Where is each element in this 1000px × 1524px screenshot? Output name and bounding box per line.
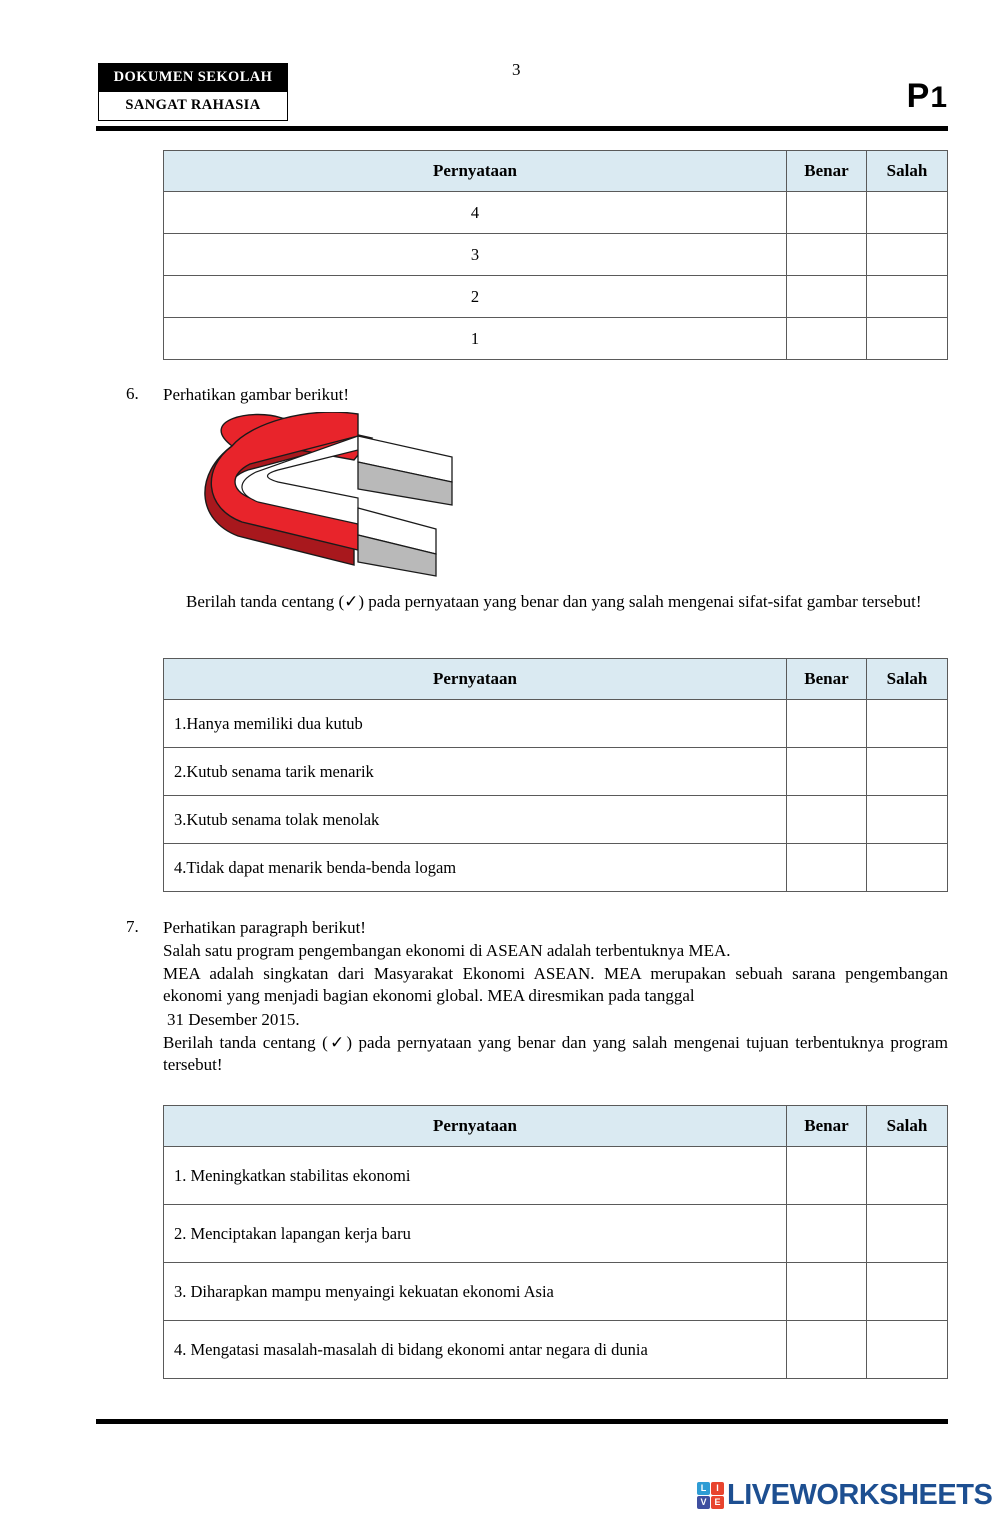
table-row	[164, 1147, 948, 1205]
confidential-stamp-line-2: SANGAT RAHASIA	[99, 92, 287, 120]
footer-divider	[96, 1419, 948, 1424]
statement-cell: 3.Kutub senama tolak menolak	[164, 796, 787, 844]
table-row	[164, 1263, 948, 1321]
statement-cell: 1. Meningkatkan stabilitas ekonomi	[164, 1147, 787, 1205]
question-7-paragraph-1: Salah satu program pengembangan ekonomi di ASEAN adalah terbentuknya MEA.	[163, 941, 731, 960]
column-header-statement: Pernyataan	[164, 151, 787, 192]
answer-cell-true[interactable]	[787, 192, 867, 234]
column-header-statement: Pernyataan	[164, 659, 787, 700]
column-header-true: Benar	[787, 151, 867, 192]
answer-cell-false[interactable]	[867, 1321, 948, 1379]
table-row	[164, 700, 948, 748]
table-row	[164, 276, 948, 318]
answer-cell-true[interactable]	[787, 1205, 867, 1263]
answer-cell-false[interactable]	[867, 234, 948, 276]
statement-cell: 1	[164, 318, 787, 360]
statement-cell: 3. Diharapkan mampu menyaingi kekuatan ekonomi Asia	[164, 1263, 787, 1321]
answer-cell-true[interactable]	[787, 748, 867, 796]
answer-cell-false[interactable]	[867, 844, 948, 892]
column-header-true: Benar	[787, 1106, 867, 1147]
statement-cell: 4	[164, 192, 787, 234]
answer-cell-true[interactable]	[787, 234, 867, 276]
statement-cell: 4.Tidak dapat menarik benda-benda logam	[164, 844, 787, 892]
answer-cell-false[interactable]	[867, 1205, 948, 1263]
document-header	[0, 0, 1000, 132]
answer-cell-false[interactable]	[867, 276, 948, 318]
table-row	[164, 192, 948, 234]
statement-cell: 2	[164, 276, 787, 318]
paper-code-number: 1	[930, 81, 948, 114]
live-badge-letter-v: V	[697, 1496, 710, 1509]
question-7-prompt: Perhatikan paragraph berikut!	[163, 918, 366, 937]
answer-cell-true[interactable]	[787, 276, 867, 318]
paper-code-letter: P	[906, 77, 931, 115]
table-row	[164, 748, 948, 796]
answer-cell-true[interactable]	[787, 796, 867, 844]
answer-cell-false[interactable]	[867, 1263, 948, 1321]
answer-cell-false[interactable]	[867, 1147, 948, 1205]
answer-cell-true[interactable]	[787, 1263, 867, 1321]
live-badge-letter-l: L	[697, 1482, 710, 1495]
statement-table-q6	[163, 658, 948, 892]
confidential-stamp	[98, 63, 288, 121]
question-7-paragraph-2: MEA adalah singkatan dari Masyarakat Ekonomi ASEAN. MEA merupakan sebuah sarana pengembangan ekonomi yang menjadi bagian ekonomi global. MEA diresmikan pada tanggal	[163, 964, 948, 1006]
statement-table-q5	[163, 150, 948, 360]
confidential-stamp-line-1: DOKUMEN SEKOLAH	[99, 64, 287, 92]
question-6-prompt: Perhatikan gambar berikut!	[163, 385, 349, 404]
answer-cell-true[interactable]	[787, 1321, 867, 1379]
statement-table-q7	[163, 1105, 948, 1379]
table-header-row	[164, 151, 948, 192]
column-header-statement: Pernyataan	[164, 1106, 787, 1147]
table-row	[164, 234, 948, 276]
answer-cell-false[interactable]	[867, 748, 948, 796]
table-row	[164, 1321, 948, 1379]
statement-cell: 1.Hanya memiliki dua kutub	[164, 700, 787, 748]
column-header-false: Salah	[867, 659, 948, 700]
answer-cell-true[interactable]	[787, 318, 867, 360]
answer-cell-false[interactable]	[867, 318, 948, 360]
statement-cell: 3	[164, 234, 787, 276]
header-divider	[96, 126, 948, 131]
paper-code	[907, 79, 948, 113]
answer-cell-false[interactable]	[867, 700, 948, 748]
column-header-false: Salah	[867, 151, 948, 192]
table-row	[164, 318, 948, 360]
statement-cell: 2. Menciptakan lapangan kerja baru	[164, 1205, 787, 1263]
table-row	[164, 1205, 948, 1263]
page-number: 3	[512, 60, 521, 79]
answer-cell-true[interactable]	[787, 1147, 867, 1205]
table-row	[164, 844, 948, 892]
live-badge-icon	[697, 1482, 724, 1509]
question-7-date-line: 31 Desember 2015.	[167, 1010, 300, 1029]
table-header-row	[164, 659, 948, 700]
liveworksheets-logo[interactable]	[697, 1476, 992, 1514]
answer-cell-true[interactable]	[787, 844, 867, 892]
answer-cell-false[interactable]	[867, 192, 948, 234]
answer-cell-true[interactable]	[787, 700, 867, 748]
question-6-number: 6.	[126, 384, 139, 403]
question-7-instruction: Berilah tanda centang (✓) pada pernyataan yang benar dan yang salah mengenai tujuan terbentuknya program tersebut!	[163, 1033, 948, 1075]
column-header-true: Benar	[787, 659, 867, 700]
live-badge-letter-e: E	[711, 1496, 724, 1509]
horseshoe-magnet-icon	[186, 412, 476, 580]
question-7-number: 7.	[126, 917, 139, 936]
table-header-row	[164, 1106, 948, 1147]
liveworksheets-wordmark: LIVEWORKSHEETS	[727, 1478, 993, 1511]
statement-cell: 4. Mengatasi masalah-masalah di bidang ekonomi antar negara di dunia	[164, 1321, 787, 1379]
statement-cell: 2.Kutub senama tarik menarik	[164, 748, 787, 796]
answer-cell-false[interactable]	[867, 796, 948, 844]
live-badge-letter-i: I	[711, 1482, 724, 1495]
question-6-instruction: Berilah tanda centang (✓) pada pernyataan yang benar dan yang salah mengenai sifat-sifat gambar tersebut!	[186, 592, 922, 611]
column-header-false: Salah	[867, 1106, 948, 1147]
table-row	[164, 796, 948, 844]
